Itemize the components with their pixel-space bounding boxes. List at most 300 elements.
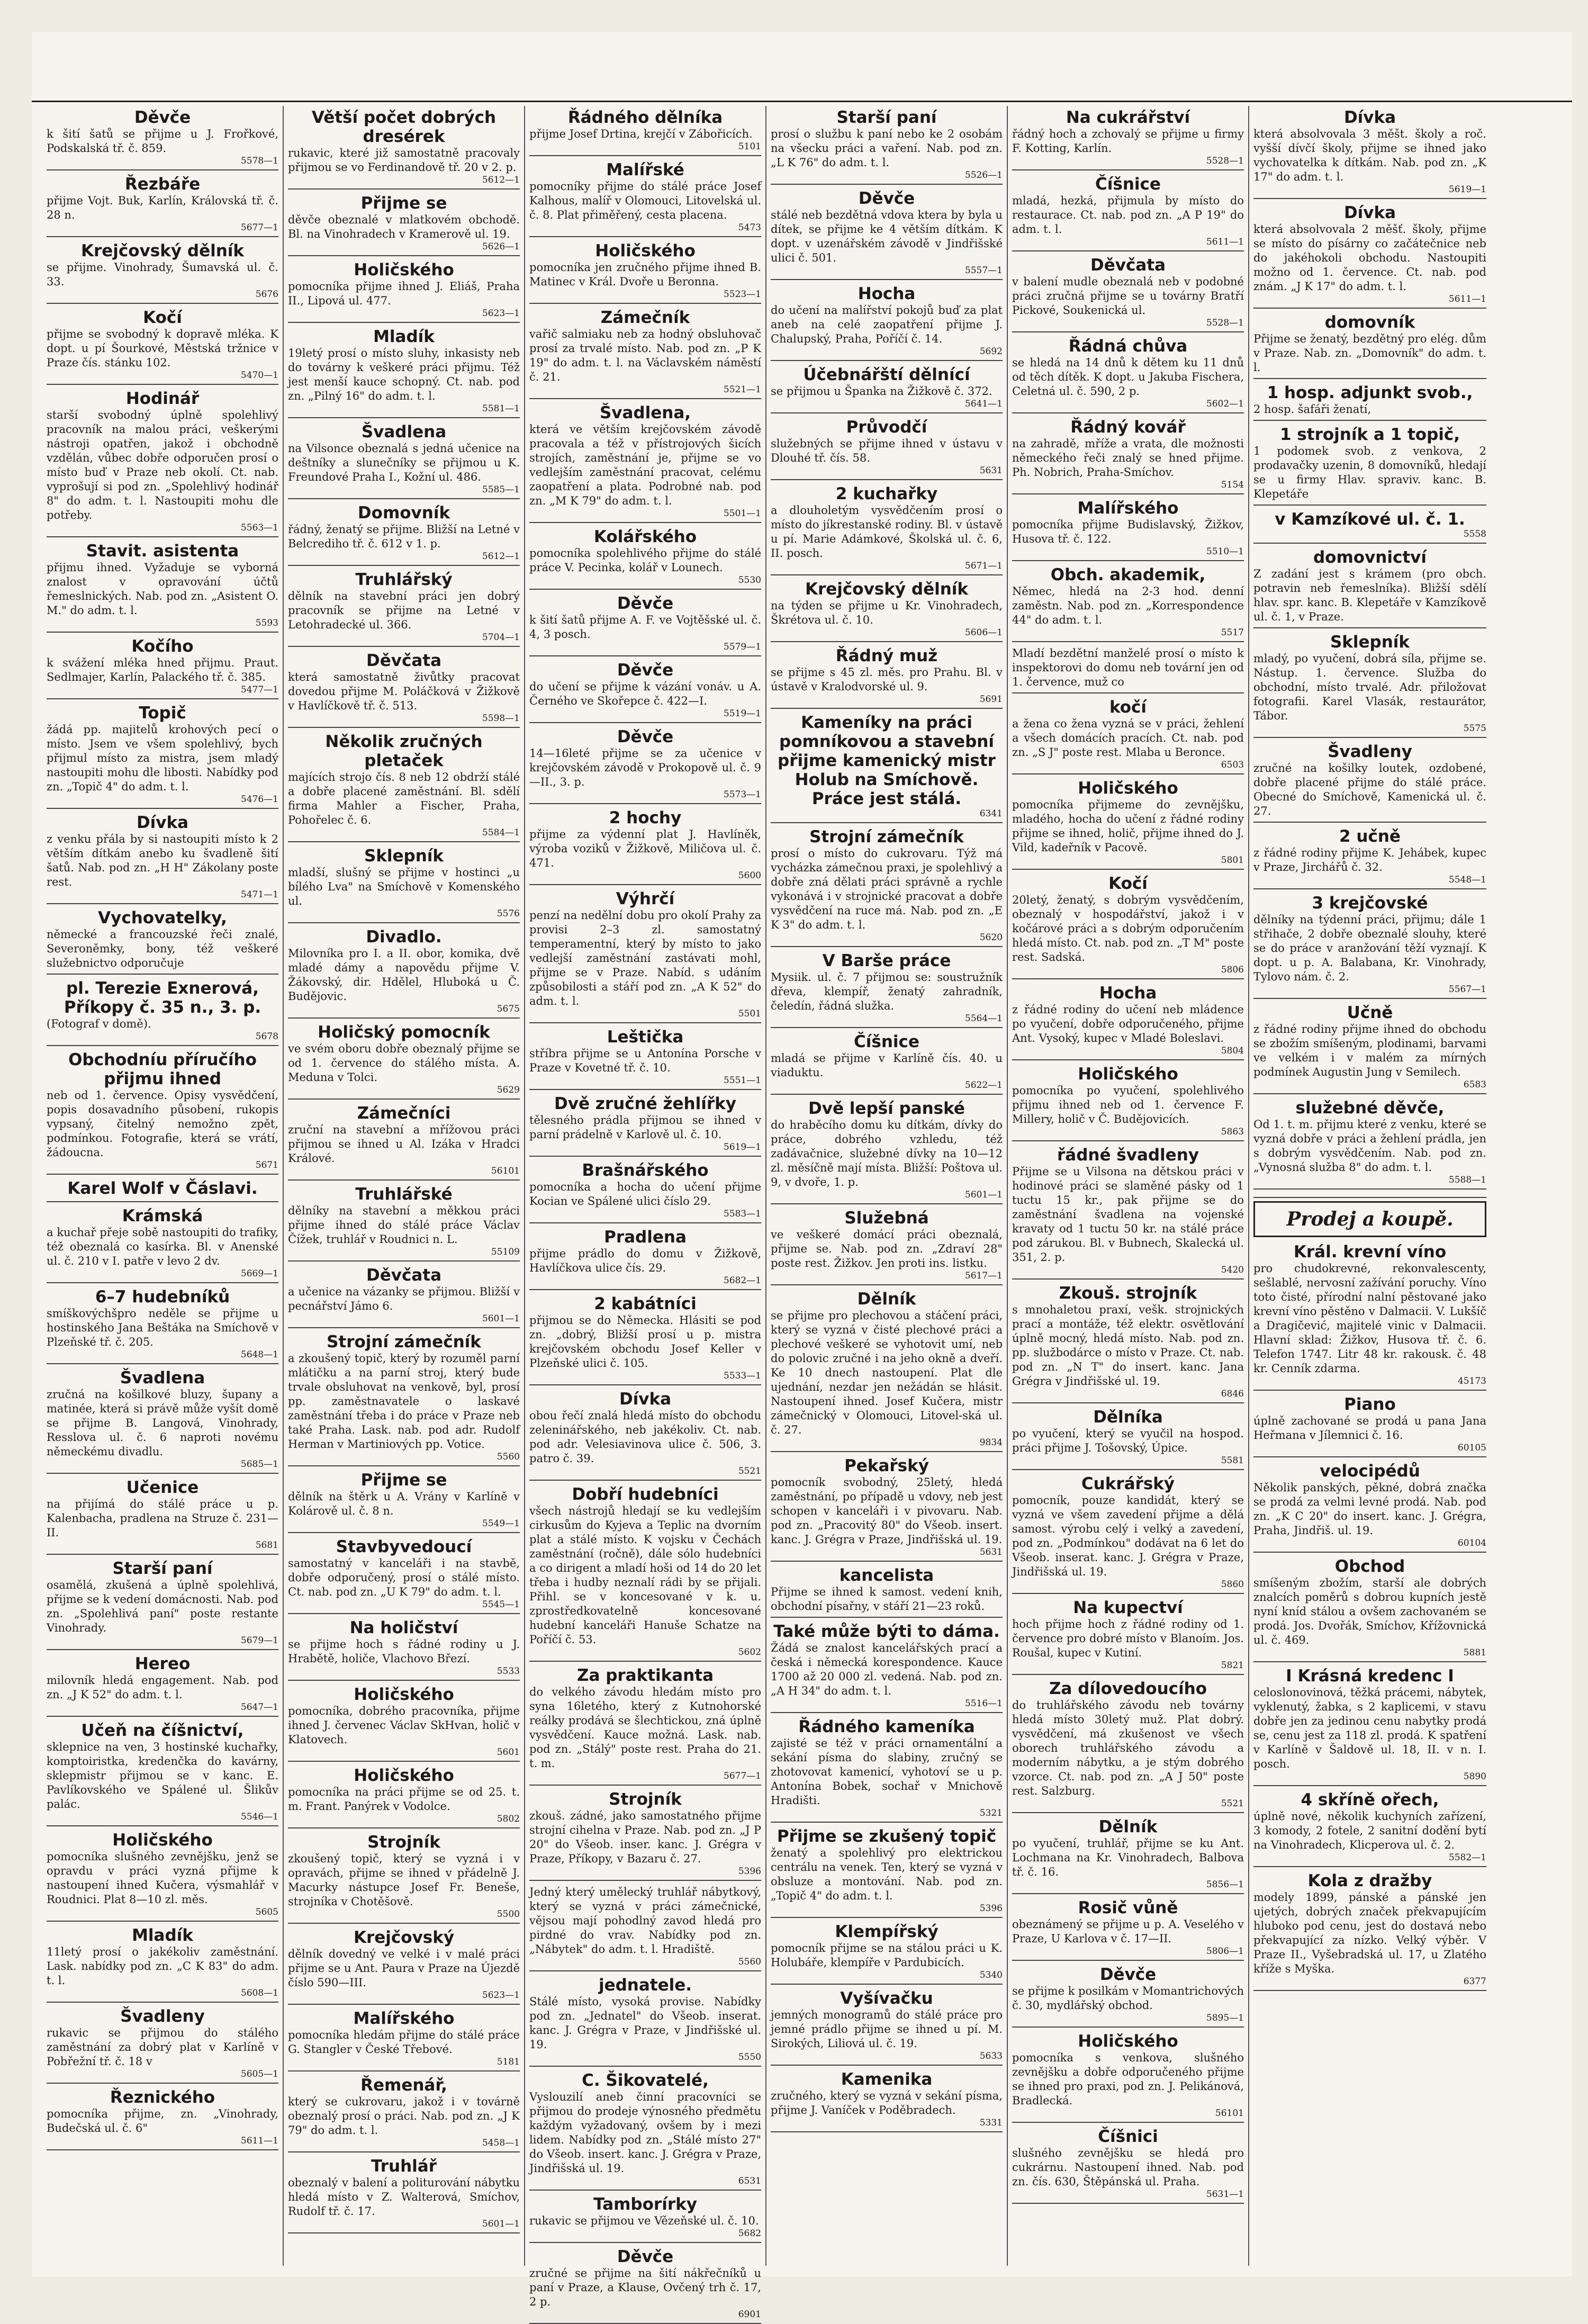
ad-body: a kuchař přeje sobě nastoupiti do trafiky, též obeznalá co kasírka. Bl. v Anenské ul. č. 210 v I. patře v levo 2 dv.	[47, 1226, 278, 1267]
ad-number: 5523—1	[723, 289, 761, 300]
ad-body: a žena co žena vyzná se v práci, žehlení a všech domácích pracích. Ct. nab. pod zn. „S J" poste rest. Mlaba u Beronce.	[1012, 717, 1244, 759]
ad-body: 20letý, ženatý, s dobrým vysvědčením, obeznalý v hospodářství, jakož i v kočárové práci a s dobrým odporučením hledá místo. Ct. nab. pod zn. „T M" poste rest. Sadská.	[1012, 894, 1244, 963]
ad-number: 5619—1	[1448, 184, 1486, 195]
classified-ad	[47, 1652, 278, 1717]
ad-heading: Dvě zručné žehlířky	[554, 1094, 736, 1113]
ad-number: 5581	[1221, 1455, 1244, 1466]
ad-heading: Řádného kameníka	[798, 1717, 975, 1736]
classified-ad	[529, 2245, 761, 2324]
ad-body: dělníky na týdenní práci, přijmu; dále 1 střihače, 2 dobře obeznalé slouhy, které se do práce v aranžování těží vyznají. K dopt. u p. A. Balabana, Kr. Vinohrady, Tylovo nám. č. 2.	[1253, 913, 1486, 983]
classified-ad	[47, 977, 278, 1046]
ad-body: Milovníka pro I. a II. obor, komika, dvě mladé dámy a napovědu přijme V. Žákovský, dir. Hdělel, Hluboká u Č. Budějovic.	[288, 947, 520, 1003]
ad-body: Od 1. t. m. přijmu které z venku, které se vyzná dobře v práci a žehlení prádla, jen s dobrým vysvědčením. Nab. pod zn. „Vynosná služba 8" do adm. t. l.	[1253, 1118, 1486, 1174]
ad-body: pomocníka, dobrého pracovníka, přijme ihned J. červenec Václav SkHvan, holič v Klatovech.	[288, 1705, 520, 1746]
ad-heading: Holičského	[354, 260, 454, 280]
ad-number: 5677—1	[240, 222, 278, 233]
ad-number: 5578—1	[240, 156, 278, 166]
ad-column-2	[284, 106, 525, 2266]
ad-heading: Holičského	[1078, 2032, 1178, 2051]
classified-ad	[288, 192, 520, 256]
ad-number: 6846	[1221, 1389, 1244, 1399]
ad-heading: Pradlena	[604, 1228, 687, 1247]
ad-heading: Mladík	[373, 327, 435, 346]
classified-ad	[1253, 546, 1486, 628]
ad-body: se přijme hoch s řádné rodiny u J. Hrabětě, holiče, Vlachovo Březí.	[288, 1638, 520, 1665]
ad-body: přijme Josef Drtina, krejčí v Zábořicích.	[529, 128, 753, 140]
ad-heading: Také může býti to dáma.	[773, 1622, 1000, 1641]
ad-body: s mnohaletou praxí, vešk. strojnických prací a montáže, též elektr. osvětlování úplně mocný, hledá místo. Nab. pod zn. pp. službodárce o místo v Praze. Ct. nab. pod zn. „N T" do insert. kanc. Jana Grégra v Jindřišské ul. 19.	[1012, 1303, 1244, 1388]
ad-heading: Děvče	[617, 727, 674, 746]
ad-heading: Dívka	[136, 813, 189, 832]
classified-ad	[1253, 201, 1486, 309]
ad-number: 5612—1	[482, 551, 520, 562]
classified-ad	[529, 806, 761, 885]
ad-number: 60105	[1457, 1443, 1486, 1453]
ad-body: mladá, hezká, přijmula by místo do restaurace. Ct. nab. pod zn. „A P 19" do adm. t. l.	[1012, 194, 1244, 236]
ad-number: 5856—1	[1206, 1879, 1244, 1890]
classified-ad	[288, 649, 520, 728]
ad-heading: Dívka	[1343, 203, 1396, 222]
classified-ad	[771, 1715, 1003, 1823]
classified-ad	[1012, 981, 1244, 1060]
ad-body: všech nástrojů hledají se ku vedlejším cirkusům do Kyjeva a Teplic na dvorním plat a stálé místo. K vojsku v Čechách zaměstnání (ročně), dále sólo hudebníci a co dirigent a mladí hoši od 14 do 20 let třeba i hudby neznalí rádi by se přijali. Přihl. se v koncesované v k. u. zprostředkovatelně koncesované hudební kanceláři Hanuše Schatze na Poříčí č. 53.	[529, 1505, 761, 1646]
classified-ad	[1253, 1096, 1486, 1190]
ad-heading: Učeň na číšnictví,	[81, 1721, 244, 1740]
ad-body: slušného zevnějšku se hledá pro cukrárnu. Nastoupení ihned. Nab. pod zn. čís. 630, Štěpánská ul. Praha.	[1012, 2147, 1244, 2188]
ad-body: se přijme k posilkám v Momantrichových č. 30, mydlářský obchod.	[1012, 1985, 1244, 2012]
ad-body: milovník hledá engagement. Nab. pod zn. „J K 52" do adm. t. l.	[47, 1674, 278, 1701]
classified-ad	[1012, 1896, 1244, 1961]
ad-number: 5584—1	[482, 827, 520, 838]
ad-heading: kočí	[1109, 698, 1147, 717]
classified-ad	[47, 1557, 278, 1650]
classified-ad	[1253, 106, 1486, 199]
ad-body: přijmu ihned. Vyžaduje se vyborná znalost v opravování účtů řemeslnických. Nab. pod zn. „Asistent O. M." do adm. t. l.	[47, 561, 278, 617]
ad-heading: Pekařský	[844, 1456, 929, 1475]
ad-heading: Holičského	[112, 1831, 213, 1850]
ad-body: která absolvovala 3 měšt. školy a roč. vyšší dívčí školy, přijme se ihned jako vychovatelka k dítkám. Nab. pod zn. „K 17" do adm. t. l.	[1253, 128, 1486, 183]
ad-heading: Hocha	[1099, 984, 1157, 1003]
ad-number: 5605	[255, 1907, 278, 1917]
ad-number: 5629	[497, 1085, 520, 1095]
classified-ad	[1012, 254, 1244, 332]
ad-body: ve veškeré domácí práci obeznalá, přijme se. Nab. pod zn. „Zdraví 28" poste rest. Žižkov. Jen proti ins. listku.	[771, 1228, 1003, 1269]
classified-ad	[288, 925, 520, 1019]
ad-heading: Mladík	[132, 1926, 193, 1945]
ad-body: děvče obeznalé v mlatkovém obchodě. Bl. na Vinohradech v Kramerově ul. 19.	[288, 213, 520, 240]
ad-body: obeznalý v balení a politurování nábytku hledá místo v Z. Walterová, Smíchov, Rudolf tř. č. 17.	[288, 2176, 520, 2218]
ad-number: 5560	[497, 1452, 520, 1462]
ad-heading: Číšnice	[854, 1032, 919, 1051]
classified-ad	[288, 1330, 520, 1466]
ad-heading: Švadlena,	[599, 403, 691, 422]
classified-ad	[288, 1469, 520, 1533]
classified-ad	[1012, 1282, 1244, 1403]
classified-ad	[288, 1535, 520, 1614]
ad-heading: Truhlářské	[355, 1185, 453, 1204]
ad-column-5	[1008, 106, 1249, 2266]
ad-number: 5560	[738, 1957, 761, 1967]
ad-number: 5396	[738, 1866, 761, 1877]
ad-body: celoslonovinová, těžká prácemi, nábytek, vyklenutý, žabka, s 2 kaplicemi, v stavu dobře jen za jedinou cenu nabytky prodá se, cenu jest za 118 zl. prodá. K spatření v Karlíně v Šaldově ul. 18, II. v n. I. posch.	[1253, 1686, 1486, 1770]
ad-number: 5420	[1221, 1265, 1244, 1275]
classified-ad	[771, 363, 1003, 413]
ad-body: prosí o službu k paní nebo ke 2 osobám na všecku práci a vaření. Nab. pod zn. „L K 76" do adm. t. l.	[771, 128, 1003, 169]
ad-heading: 2 hochy	[609, 808, 682, 827]
ad-body: Mysiik. ul. č. 7 přijmou se: soustružník dřeva, klempíř, ženatý zahradník, čeledín, řádná služka.	[771, 971, 1003, 1012]
ad-heading: řádné švadleny	[1057, 1146, 1199, 1165]
ad-body: rukavic, které již samostatně pracovaly přijmou se vo Ferdinandově tř. 20 v 2. p.	[288, 147, 520, 174]
ad-number: 6377	[1463, 1976, 1486, 1987]
classified-ad	[529, 1159, 761, 1223]
ad-columns	[42, 106, 1562, 2320]
ad-heading: kancelista	[839, 1566, 934, 1585]
ad-body: pro chudokrevné, rekonvalescenty, sešlablé, nervosní zažívání poruchy. Víno toto čisté, přírodní nalní pěstované jako krevní víno pěstěno v Dalmacii. V. Lukšíč a Dragičević, majitelé vinic v Dalmacii. Hlavní sklad: Žižkov, Husova tř. č. 6. Telefon 1747. Litr 48 kr. rakousk. č. 48 kr. Cenník zdarma.	[1253, 1262, 1486, 1375]
ad-heading: Divadlo.	[366, 927, 442, 947]
classified-ad	[771, 1920, 1003, 1985]
ad-number: 5545—1	[482, 1599, 520, 1610]
ad-body: pomocník přijme se na stálou práci u K. Holubáře, klempíře v Pardubicích.	[771, 1942, 1003, 1969]
ad-body: na přijímá do stálé práce u p. Kalenbacha, pradlena na Struze č. 231—II.	[47, 1498, 278, 1539]
ad-number: 5682—1	[723, 1275, 761, 1286]
classified-ad	[47, 306, 278, 385]
classified-ad	[1253, 381, 1486, 421]
ad-body: pomocníka slušného zevnějšku, jenž se opravdu v práci vyzná přijme k nastoupení ihned Kučera, výsmahlář v Roudnici. Plat 8—10 zl. měs.	[47, 1850, 278, 1906]
classified-ad	[47, 1476, 278, 1555]
ad-heading: Přijme se	[360, 1471, 447, 1490]
ad-number: 5620	[979, 932, 1003, 943]
ad-heading: Kola z dražby	[1307, 1871, 1432, 1890]
ad-number: 55109	[491, 1247, 520, 1257]
ad-heading: Krejčovský dělník	[80, 241, 245, 260]
classified-ad	[288, 1021, 520, 1100]
ad-heading: Krámská	[122, 1206, 203, 1226]
classified-ad	[288, 1764, 520, 1828]
classified-ad	[47, 906, 278, 975]
ad-number: 5501—1	[723, 508, 761, 519]
ad-body: dělník na štěrk u A. Vrány v Karlíně v Kolárově ul. č. 8 n.	[288, 1490, 520, 1517]
ad-number: 5101	[738, 141, 761, 152]
ad-number: 5340	[979, 1970, 1003, 1980]
classified-ad	[288, 1264, 520, 1328]
ad-number: 5533	[497, 1666, 520, 1677]
classified-ad	[288, 1102, 520, 1181]
classified-ad	[1253, 630, 1486, 738]
classified-ad	[1253, 891, 1486, 999]
ad-number: 5521	[1221, 1798, 1244, 1809]
ad-heading: Na kupectví	[1073, 1598, 1183, 1617]
classified-ad	[1253, 508, 1486, 544]
ad-number: 5679—1	[240, 1635, 278, 1646]
ad-body: na týden se přijme u Kr. Vinohradech, Škrétova ul. č. 10.	[771, 599, 1003, 626]
ad-heading: C. Šikovatelé,	[582, 2071, 709, 2090]
classified-ad	[529, 1664, 761, 1786]
ad-heading: pl. Terezie Exnerová, Příkopy č. 35 n., 3. p.	[64, 979, 261, 1017]
classified-ad	[1012, 1062, 1244, 1141]
ad-body: Přijme se ženatý, bezdětný pro elég. dům v Praze. Nab. zn. „Domovník" do adm. t. l.	[1253, 332, 1486, 374]
ad-body: Mladí bezdětní manželé prosí o místo k inspektorovi do domu neb tovární jen od 1. července, muž co	[1012, 647, 1244, 688]
ad-number: 5575	[1463, 723, 1486, 734]
classified-ad	[288, 325, 520, 418]
classified-ad	[47, 387, 278, 537]
ad-heading: Služebná	[844, 1209, 929, 1228]
ad-heading: Švadleny	[1328, 742, 1412, 761]
ad-number: 56101	[491, 1166, 520, 1176]
classified-ad	[1012, 106, 1244, 170]
ad-number: 5510—1	[1206, 546, 1244, 557]
ad-number: 5557—1	[964, 265, 1003, 276]
ad-heading: Klempířský	[835, 1922, 939, 1941]
ad-number: 5641—1	[964, 399, 1003, 409]
ad-heading: Holičského	[595, 241, 696, 260]
classified-ad	[288, 420, 520, 499]
ad-number: 5551—1	[723, 1075, 761, 1086]
classified-ad	[1012, 1406, 1244, 1470]
ad-number: 5602—1	[1206, 399, 1244, 409]
ad-heading: Učně	[1347, 1003, 1393, 1022]
ad-number: 5598—1	[482, 713, 520, 724]
newspaper-page	[32, 32, 1572, 2320]
ad-heading: Domovník	[357, 503, 450, 523]
ad-body: který se cukrovaru, jakož i v továrně obeznalý prosí o práci. Nab. pod zn. „J K 79" do adm. t. l.	[288, 2095, 520, 2137]
classified-ad	[47, 539, 278, 633]
ad-number: 5600	[738, 870, 761, 881]
classified-ad	[1012, 696, 1244, 774]
ad-number: 5533—1	[723, 1371, 761, 1381]
classified-ad	[288, 2155, 520, 2233]
ad-number: 5549—1	[482, 1518, 520, 1529]
ad-heading: Malířské	[606, 160, 684, 179]
ad-body: zručné na košilky loutek, ozdobené, dobře placené přijme do stálé práce. Obecné do Smíchově, Kamenická ul. č. 27.	[1253, 762, 1486, 817]
classified-ad	[1253, 423, 1486, 506]
ad-heading: Švadlena	[120, 1368, 205, 1388]
ad-number: 6901	[738, 2309, 761, 2320]
ad-heading: Zkouš. strojník	[1059, 1284, 1197, 1303]
ad-number: 5669—1	[240, 1268, 278, 1279]
classified-ad	[1012, 1596, 1244, 1675]
classified-ad	[529, 106, 761, 156]
ad-body: se přijmou u Španka na Žižkově č. 372.	[771, 385, 992, 398]
ad-heading: Děvče	[617, 2247, 674, 2266]
ad-body: zručného, který se vyzná v sekání písma, přijme J. Vaníček v Poděbradech.	[771, 2089, 1003, 2116]
ad-number: 5681	[255, 1540, 278, 1551]
ad-number: 5611—1	[1206, 237, 1244, 247]
ad-heading: Zámečníci	[357, 1104, 451, 1123]
ad-body: ženatý a spolehlivý pro elektrickou centrálu na venek. Ten, který se vyzná v obsluze a montování. Nab. pod zn. „Topič 4" do adm. t. l.	[771, 1846, 1003, 1902]
ad-body: a zkoušený topič, který by rozuměl parní mlátičku a na parní stroj, který bude trvale obsluhovat na venkově, byl, prosí pp. zaměstnavatele o laskavé zaměstnání třeba i do práce v Praze neb také Praha. Lask. nab. pod adr. Rudolf Herman v Martiniových pp. Votice.	[288, 1352, 520, 1451]
ad-number: 5458—1	[482, 2138, 520, 2148]
ad-body: Jedný který umělecký truhlář nábytkový, který se vyzná v práci zámečnické, vějsou mají pohodlný zavod hledá pro pirdné do vrav. Nabídky pod zn. „Nábytek" do adm. t. l. Hradiště.	[529, 1886, 761, 1956]
classified-ad	[1012, 416, 1244, 494]
ad-number: 5396	[979, 1903, 1003, 1914]
ad-heading: Krejčovský	[353, 1928, 455, 1947]
classified-ad	[47, 1924, 278, 2003]
classified-ad	[47, 2086, 278, 2150]
classified-ad	[288, 844, 520, 923]
ad-body: Žádá se znalost kancelářských prací a česká i německá korespondence. Kauce 1700 až 20 000 zl. vedená. Nab. pod zn. „A H 34" do adm. t. l.	[771, 1642, 1003, 1697]
ad-number: 5881	[1463, 1647, 1486, 1658]
classified-ad	[47, 811, 278, 904]
classified-ad	[529, 1883, 761, 1971]
classified-ad	[47, 1048, 278, 1175]
classified-ad	[288, 258, 520, 323]
ad-body: pomocníka na práci přijme se od 25. t. m. Frant. Panýrek v Vodolce.	[288, 1786, 520, 1813]
ad-number: 5677—1	[723, 1771, 761, 1781]
classified-ad	[1253, 1393, 1486, 1457]
ad-heading: Několik zručných pletaček	[325, 732, 483, 770]
ad-body: pomocníka jen zručného přijme ihned B. Matinec v Král. Dvoře u Beronna.	[529, 261, 761, 288]
ad-number: 5623—1	[482, 308, 520, 319]
classified-ad	[1253, 1460, 1486, 1553]
classified-ad	[47, 2005, 278, 2084]
ad-body: která samostatně živůtky pracovat dovedou přijme M. Poláčková v Žižkově v Havlíčkově tř. č. 513.	[288, 671, 520, 712]
ad-number: 5608—1	[240, 1988, 278, 1998]
ad-body: přijme se svobodný k dopravě mléka. K dopt. u pí Šourkové, Městská tržnice v Praze čís. stánku 102.	[47, 328, 278, 369]
classified-ad	[47, 1828, 278, 1922]
ad-body: pomocníka hledám přijme do stálé práce G. Stangler v České Třebové.	[288, 2029, 520, 2056]
ad-body: modely 1899, pánské a pánské jen ujetých, dobrých značek překvapujícím hluboko pod cenu, jest do dostavá nebo překvapující za nízko. Velký výběr. V Praze II., Vyšebradská ul. 17, u Zlatého kříže s Myška.	[1253, 1891, 1486, 1975]
ad-number: 5588—1	[1448, 1175, 1486, 1185]
ad-heading: Za dílovedoucího	[1049, 1679, 1207, 1698]
ad-body: samostatný v kanceláři i na stavbě, dobře odporučený, prosí o stálé místo. Ct. nab. pod zn. „U K 79" do adm. t. l.	[288, 1557, 520, 1598]
ad-heading: Dobří hudebníci	[572, 1485, 719, 1504]
ad-number: 6503	[1221, 760, 1244, 770]
ad-body: z řádné rodiny přijme K. Jehábek, kupec v Praze, Jirchářů č. 32.	[1253, 846, 1486, 873]
ad-number: 5631	[979, 465, 1003, 476]
ad-heading: Řádný kovář	[1070, 418, 1186, 437]
ad-body: po vyučení, který se vyučil na hospod. práci přijme J. Tošovský, Úpice.	[1012, 1427, 1244, 1454]
ad-heading: velocipédů	[1320, 1462, 1420, 1481]
ad-number: 5704—1	[482, 632, 520, 643]
ad-body: (Fotograf v domě).	[47, 1017, 151, 1030]
ad-body: z řádné rodiny do učení neb mládence po vyučení, dobře odporučeného, přijme Ant. Vysoký, kupec v Mladé Boleslavi.	[1012, 1003, 1244, 1044]
ad-number: 5476—1	[240, 794, 278, 805]
ad-number: 5619—1	[723, 1142, 761, 1152]
classified-ad	[771, 711, 1003, 823]
ad-heading: Holičského	[1078, 779, 1178, 798]
ad-number: 5581—1	[482, 403, 520, 414]
ad-heading: Malířského	[1077, 499, 1179, 518]
classified-ad	[1253, 1240, 1486, 1391]
ad-column-1	[42, 106, 284, 2266]
classified-ad	[529, 725, 761, 804]
ad-body: pomocník svobodný, 25letý, hledá zaměstnání, po případě u vdovy, neb jest schopen v kanceláři i v pivovaru. Nab. pod zn. „Pracovitý 80" do Všeob. insert. kanc. J. Grégra v Praze, Jindřišská ul. 19.	[771, 1476, 1003, 1546]
ad-number: 45173	[1457, 1376, 1486, 1386]
classified-ad	[529, 1788, 761, 1881]
ad-heading: 2 učně	[1339, 827, 1401, 846]
ad-heading: Děvče	[134, 108, 191, 127]
ad-heading: Brašnářského	[582, 1161, 709, 1180]
ad-number: 5802	[497, 1814, 520, 1824]
classified-ad	[288, 2007, 520, 2071]
ad-heading: služebné děvče,	[1295, 1098, 1445, 1118]
ad-body: mladá se přijme v Karlíně čís. 40. u viaduktu.	[771, 1052, 1003, 1079]
ad-heading: 2 kabátníci	[594, 1294, 697, 1313]
ad-body: prosí o místo do cukrovaru. Týž má vycházka zámečnou praxi, je spolehlivý a dobře zná dělati práci správně a rychle vykonává i v strojnické pracovat a dobře vysvědčení na ruce má. Nab. pod zn. „E K 3" do adm. t. l.	[771, 847, 1003, 931]
ad-heading: Dělník	[1098, 1817, 1158, 1836]
ad-number: 5626—1	[482, 241, 520, 252]
ad-heading: Švadleny	[120, 2007, 205, 2026]
classified-ad	[1012, 1677, 1244, 1813]
ad-body: do učení na malířství pokojů buď za plat aneb na celé zaopatření přijme J. Chalupský, Praha, Poříčí č. 14.	[771, 304, 1003, 345]
ad-number: 5623—1	[482, 1990, 520, 2001]
ad-body: řádný, ženatý se přijme. Bližší na Letné v Belcrediho tř. č. 612 v 1. p.	[288, 523, 520, 550]
classified-ad	[47, 701, 278, 809]
ad-body: a učenice na vázanky se přijmou. Bližší v pecnářství Jámo 6.	[288, 1285, 520, 1312]
ad-heading: Starší paní	[836, 108, 937, 127]
ad-heading: domovník	[1324, 313, 1415, 332]
ad-number: 5682	[738, 2228, 761, 2239]
ad-body: neb od 1. července. Opisy vysvědčení, popis dosavadního působení, rukopis vypsaný, čitelný nemožno zpět, podmínkou. Fotografie, která se vrátí, žádoucna.	[47, 1089, 278, 1159]
ad-number: 5530	[738, 575, 761, 585]
ad-body: 14—16leté přijme se za učenice v krejčovském závodě v Prokopově ul. č. 9—II., 3. p.	[529, 747, 761, 788]
ad-number: 5675	[497, 1004, 520, 1014]
classified-ad	[1253, 740, 1486, 823]
ad-body: k svážení mléka hned přijmu. Praut. Sedlmajer, Karlín, Palackého tř. č. 385.	[47, 656, 278, 683]
ad-heading: Řádný muž	[835, 646, 938, 665]
ad-body: starší svobodný úplně spolehlivý pracovník na malou práci, veškerými nástroji opatřen, jakož i obchodně vzdělán, vůbec dobře odporučen prosí o místo buď v Praze neb okolí. Ct. nab. vyprošují si pod zn. „Spolehlivý hodinář 8" do adm. t. l. Nastoupiti mohu dle potřeby.	[47, 409, 278, 521]
ad-body: zkoušený topič, který se vyzná i v opravách, přijme se ihned v přádelně J. Macurky nástupce Josef Fr. Beneše, strojníka v Chotěšově.	[288, 1852, 520, 1908]
classified-ad	[288, 501, 520, 566]
ad-number: 5606—1	[964, 627, 1003, 638]
classified-ad	[288, 1831, 520, 1924]
ad-heading: 6–7 hudebníků	[95, 1287, 230, 1307]
ad-body: stálé neb bezdětná vdova ktera by byla u dítek, se přijme ke 4 větším dítkám. K dopt. v uzenářském závodě v Jindřišské ulici č. 501.	[771, 209, 1003, 264]
ad-number: 5821	[1221, 1660, 1244, 1671]
classified-ad	[288, 1683, 520, 1762]
ad-body: na zahradě, mříže a vrata, dle možnosti německého řeči znalý se hned přijme. Ph. Nobrich, Praha-Smíchov.	[1012, 437, 1244, 479]
classified-ad	[47, 1366, 278, 1474]
ad-heading: Kameníky na práci pomníkovou a stavební přijme kamenický mistr Holub na Smíchově. Práce jest stálá.	[778, 713, 996, 808]
ad-heading: Strojní zámečník	[809, 827, 964, 846]
ad-body: smíšeným zbožím, starší ale dobrých znalcích poměrů s dobrou kupních jestě nyní kníd stálou a ovšem zachovaném se prodá. Jos. Dvořák, Smíchov, Křížovnická ul. č. 469.	[1253, 1577, 1486, 1646]
classified-ad	[47, 1285, 278, 1364]
classified-ad	[771, 106, 1003, 185]
ad-number: 5601	[497, 1747, 520, 1758]
ad-body: osamělá, zkušená a úplně spolehlivá, přijme se k vedení domácnosti. Nab. pod zn. „Spolehlivá paní" poste restante Vinohrady.	[47, 1579, 278, 1634]
classified-ad	[529, 1092, 761, 1157]
ad-heading: Kočí	[1108, 874, 1148, 893]
ad-number: 56101	[1215, 2108, 1244, 2119]
ad-heading: Učenice	[126, 1478, 199, 1497]
ad-body: v balení mudle obeznalá neb v podobné práci zručná přijme se u továrny Bratří Pickové, Soukenická ul.	[1012, 275, 1244, 317]
ad-heading: Piano	[1344, 1395, 1396, 1414]
classified-ad	[1253, 1192, 1486, 1198]
ad-number: 5678	[255, 1031, 278, 1042]
ad-heading: Výhrčí	[616, 889, 675, 908]
ad-number: 6583	[1463, 1079, 1486, 1090]
classified-ad	[47, 239, 278, 304]
ad-number: 5611—1	[1448, 294, 1486, 304]
classified-ad	[288, 1183, 520, 1262]
classified-ad	[771, 1206, 1003, 1285]
ad-number: 5564—1	[964, 1013, 1003, 1024]
classified-ad	[288, 568, 520, 647]
ad-number: 5617—1	[964, 1271, 1003, 1281]
ad-body: po vyučení, truhlář, přijme se ku Ant. Lochmana na Kr. Vinohradech, Balbova tř. č. 16.	[1012, 1837, 1244, 1878]
ad-heading: Děvče	[617, 661, 674, 680]
ad-heading: Topič	[139, 704, 186, 723]
classified-ad	[47, 1719, 278, 1826]
ad-heading: v Kamzíkové ul. č. 1.	[1275, 510, 1465, 529]
ad-heading: Číšnice	[1095, 175, 1161, 194]
classified-ad	[771, 282, 1003, 361]
ad-heading: Řádného dělníka	[567, 108, 723, 127]
ad-body: pomocníky přijme do stálé práce Josef Kalhous, malíř v Olomouci, Litovelská ul. č. 8. Plat přiměřený, cesta placena.	[529, 180, 761, 221]
classified-ad	[529, 1483, 761, 1662]
ad-number: 5519—1	[723, 708, 761, 719]
ad-heading: Řemenář,	[360, 2076, 447, 2095]
